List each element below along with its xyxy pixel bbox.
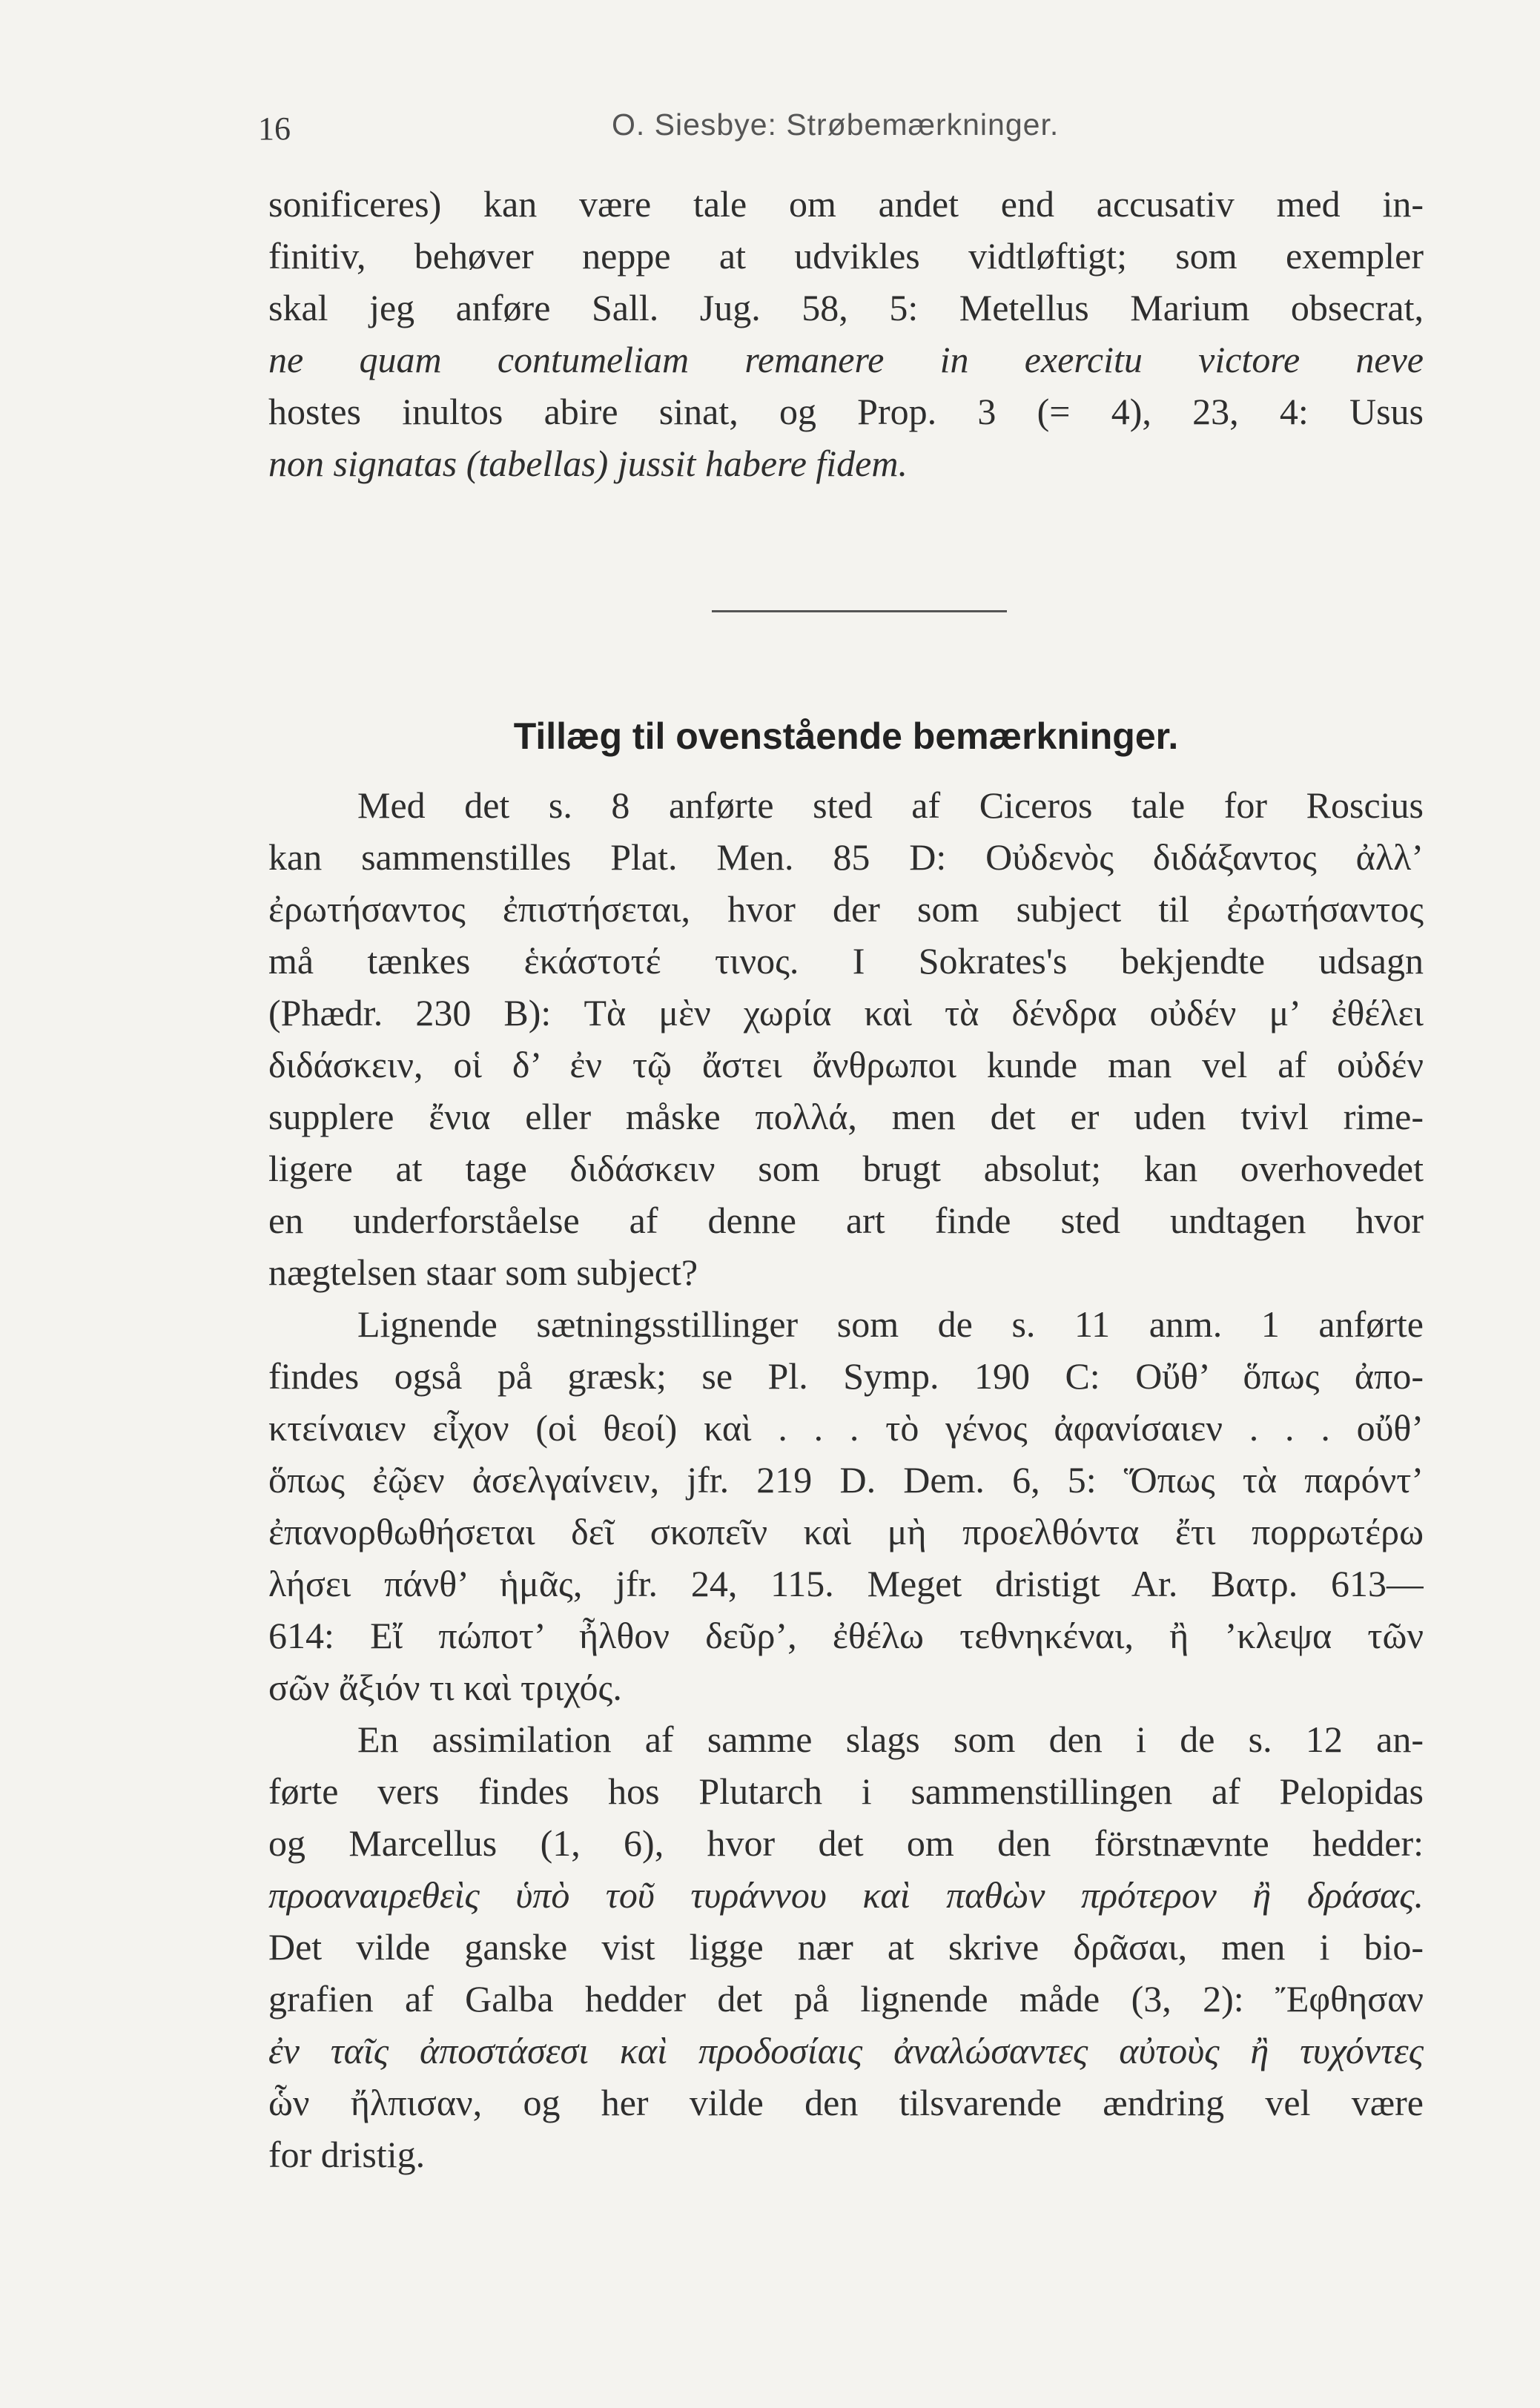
text-line: ἐρωτήσαντος ἐπιστήσεται, hvor der som subject til ἐρωτήσαντος [268,888,1424,930]
text-line: Med det s. 8 anførte sted af Ciceros tale for Roscius [357,784,1424,826]
text-line: nægtelsen staar som subject? [268,1251,698,1293]
text-line: 614: Εἴ πώποτ’ ἦλθον δεῦρ’, ἐθέλω τεθνηκέναι, ἢ ’κλεψα τῶν [268,1615,1424,1656]
text-line: førte vers findes hos Plutarch i sammenstillingen af Pelopidas [268,1770,1424,1812]
text-line: og Marcellus (1, 6), hvor det om den förstnævnte hedder: [268,1822,1424,1864]
body-text [268,779,1424,2180]
text-line: προαναιρεθεὶς ὑπὸ τοῦ τυράννου καὶ παθὼν πρότερον ἢ δράσας. [268,1874,1424,1916]
text-line: hostes inultos abire sinat, og Prop. 3 (= 4), 23, 4: Usus [268,391,1424,432]
text-line: κτείναιεν εἶχον (οἱ θεοί) καὶ . . . τὸ γένος ἀφανίσαιεν . . . οὔθ’ [268,1407,1424,1449]
text-line: sonificeres) kan være tale om andet end accusativ med in- [268,183,1424,225]
running-head: O. Siesbye: Strøbemærkninger. [612,108,1060,142]
text-line: διδάσκειν, οἱ δ’ ἐν τῷ ἄστει ἄνθρωποι kunde man vel af οὐδέν [268,1044,1424,1085]
text-line: en underforståelse af denne art finde sted undtagen hvor [268,1200,1424,1241]
text-line: ne quam contumeliam remanere in exercitu victore neve [268,339,1424,380]
text-line: non signatas (tabellas) jussit habere fidem. [268,443,908,484]
text-line: findes også på græsk; se Pl. Symp. 190 C: Οὔθ’ ὅπως ἀπο- [268,1355,1424,1397]
text-line: supplere ἔνια eller måske πολλά, men det er uden tvivl rime- [268,1096,1424,1137]
text-line: finitiv, behøver neppe at udvikles vidtløftigt; som exempler [268,235,1424,277]
text-line: ὅπως ἐῷεν ἀσελγαίνειν, jfr. 219 D. Dem. 6, 5: Ὅπως τὰ παρόντ’ [268,1459,1424,1501]
top-paragraph [268,178,1424,489]
text-line: ἐπανορθωθήσεται δεῖ σκοπεῖν καὶ μὴ προελθόντα ἔτι πορρωτέρω [268,1511,1424,1552]
text-line: Lignende sætningsstillinger som de s. 11 anm. 1 anførte [357,1303,1424,1345]
page-number: 16 [258,110,291,147]
text-line: ligere at tage διδάσκειν som brugt absolut; kan overhovedet [268,1148,1424,1189]
text-line: ἐν ταῖς ἀποστάσεσι καὶ προδοσίαις ἀναλώσαντες αὐτοὺς ἢ τυχόντες [268,2030,1424,2071]
text-line: skal jeg anføre Sall. Jug. 58, 5: Metellus Marium obsecrat, [268,287,1424,328]
text-line: må tænkes ἑκάστοτέ τινος. I Sokrates's bekjendte udsagn [268,940,1424,982]
text-line: ὧν ἤλπισαν, og her vilde den tilsvarende ændring vel være [268,2082,1424,2123]
text-line: En assimilation af samme slags som den i de s. 12 an- [357,1719,1424,1760]
text-line: for dristig. [268,2134,426,2175]
text-line: (Phædr. 230 B): Τὰ μὲν χωρία καὶ τὰ δένδρα οὐδέν μ’ ἐθέλει [268,992,1424,1033]
section-heading: Tillæg til ovenstående bemærkninger. [513,715,1179,757]
text-line: Det vilde ganske vist ligge nær at skrive δρᾶσαι, men i bio- [268,1926,1424,1968]
text-line: kan sammenstilles Plat. Men. 85 D: Οὐδενὸς διδάξαντος ἀλλ’ [268,836,1424,878]
text-line: σῶν ἄξιόν τι καὶ τριχός. [268,1667,622,1708]
separator-rule [712,610,1007,612]
text-line: λήσει πάνθ’ ἡμᾶς, jfr. 24, 115. Meget dristigt Ar. Βατρ. 613— [268,1563,1424,1604]
text-line: grafien af Galba hedder det på lignende måde (3, 2): Ἔφθησαν [268,1978,1424,2020]
